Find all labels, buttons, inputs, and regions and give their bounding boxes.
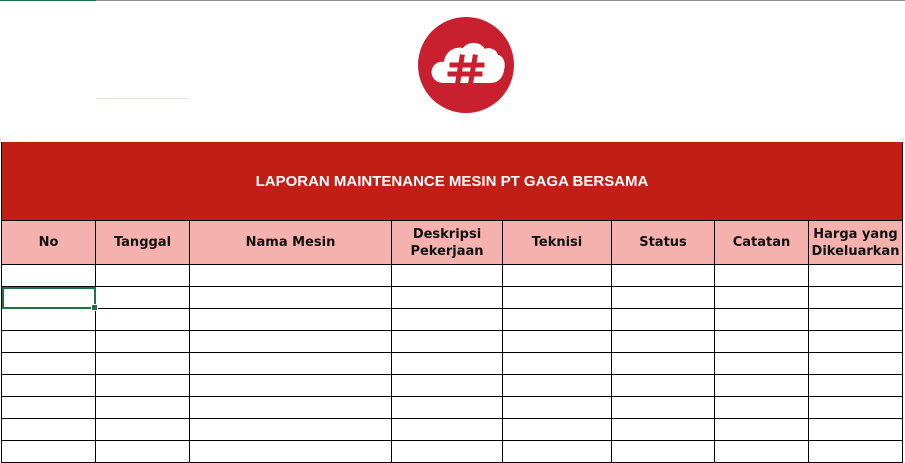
cloud-hash-icon [418,17,514,113]
cell-harga[interactable] [809,287,903,309]
cell-tanggal[interactable] [96,265,190,287]
cell-no[interactable] [2,265,96,287]
cell-deskripsi-pekerjaan[interactable] [392,287,503,309]
cell-deskripsi-pekerjaan[interactable] [392,265,503,287]
header-teknisi[interactable]: Teknisi [503,221,612,265]
header-catatan[interactable]: Catatan [715,221,809,265]
cell-nama-mesin[interactable] [190,441,392,463]
cell-status[interactable] [612,331,715,353]
header-deskripsi-pekerjaan[interactable] [392,221,503,265]
cell-deskripsi-pekerjaan[interactable] [392,375,503,397]
header-nama-mesin[interactable]: Nama Mesin [190,221,392,265]
cell-harga[interactable] [809,265,903,287]
cell-deskripsi-pekerjaan[interactable] [392,441,503,463]
cell-catatan[interactable] [715,309,809,331]
cell-teknisi[interactable] [503,287,612,309]
cell-status[interactable] [612,287,715,309]
cell-deskripsi-pekerjaan[interactable] [392,331,503,353]
cell-nama-mesin[interactable] [190,353,392,375]
cell-nama-mesin[interactable] [190,331,392,353]
header-tanggal[interactable]: Tanggal [96,221,190,265]
cell-nama-mesin[interactable] [190,375,392,397]
cell-harga[interactable] [809,441,903,463]
cell-harga[interactable] [809,419,903,441]
table-row [2,397,903,419]
table-row [2,441,903,463]
cell-harga[interactable] [809,375,903,397]
header-row [2,221,903,265]
cell-nama-mesin[interactable] [190,309,392,331]
table-row [2,331,903,353]
table-row [2,353,903,375]
cell-teknisi[interactable] [503,419,612,441]
cell-tanggal[interactable] [96,353,190,375]
cell-tanggal[interactable] [96,397,190,419]
table-row [2,265,903,287]
fill-handle[interactable] [91,304,98,311]
cell-nama-mesin[interactable] [190,265,392,287]
cell-nama-mesin[interactable] [190,397,392,419]
cell-deskripsi-pekerjaan[interactable] [392,353,503,375]
cell-status[interactable] [612,397,715,419]
cell-catatan[interactable] [715,375,809,397]
cell-nama-mesin[interactable] [190,287,392,309]
cell-nama-mesin[interactable] [190,419,392,441]
header-harga-label: Harga yang Dikeluarkan [811,226,900,259]
cell-status[interactable] [612,265,715,287]
cell-no[interactable] [2,419,96,441]
cell-teknisi[interactable] [503,309,612,331]
cell-tanggal[interactable] [96,309,190,331]
active-column-indicator [0,0,96,1]
cell-catatan[interactable] [715,419,809,441]
sheet-top-border [0,0,905,1]
report-title-band[interactable] [1,142,903,220]
header-deskripsi-label: Deskripsi Pekerjaan [410,226,484,259]
cell-tanggal[interactable] [96,441,190,463]
cell-catatan[interactable] [715,265,809,287]
cell-harga[interactable] [809,331,903,353]
cell-deskripsi-pekerjaan[interactable] [392,419,503,441]
cell-catatan[interactable] [715,441,809,463]
table-row [2,309,903,331]
cell-border-fragment [96,98,189,99]
cell-catatan[interactable] [715,353,809,375]
cell-tanggal[interactable] [96,287,190,309]
maintenance-table [1,220,903,463]
table-row [2,287,903,309]
cell-status[interactable] [612,309,715,331]
cell-teknisi[interactable] [503,397,612,419]
cell-no[interactable] [2,441,96,463]
header-no[interactable]: No [2,221,96,265]
cell-tanggal[interactable] [96,375,190,397]
cell-harga[interactable] [809,353,903,375]
cell-no[interactable] [2,287,96,309]
cell-status[interactable] [612,375,715,397]
cell-deskripsi-pekerjaan[interactable] [392,309,503,331]
table-row [2,419,903,441]
cell-catatan[interactable] [715,287,809,309]
cell-no[interactable] [2,353,96,375]
cell-catatan[interactable] [715,397,809,419]
cell-status[interactable] [612,419,715,441]
cell-harga[interactable] [809,309,903,331]
cell-teknisi[interactable] [503,353,612,375]
cell-deskripsi-pekerjaan[interactable] [392,397,503,419]
table-row [2,375,903,397]
cell-no[interactable] [2,309,96,331]
company-logo [418,17,514,113]
cell-tanggal[interactable] [96,331,190,353]
cell-status[interactable] [612,441,715,463]
cell-no[interactable] [2,397,96,419]
cell-no[interactable] [2,375,96,397]
header-harga[interactable] [809,221,903,265]
cell-status[interactable] [612,353,715,375]
cell-catatan[interactable] [715,331,809,353]
cell-teknisi[interactable] [503,265,612,287]
cell-teknisi[interactable] [503,441,612,463]
cell-harga[interactable] [809,397,903,419]
cell-teknisi[interactable] [503,375,612,397]
cell-no[interactable] [2,331,96,353]
header-status[interactable]: Status [612,221,715,265]
cell-tanggal[interactable] [96,419,190,441]
report-title: LAPORAN MAINTENANCE MESIN PT GAGA BERSAMA [255,172,649,190]
cell-teknisi[interactable] [503,331,612,353]
